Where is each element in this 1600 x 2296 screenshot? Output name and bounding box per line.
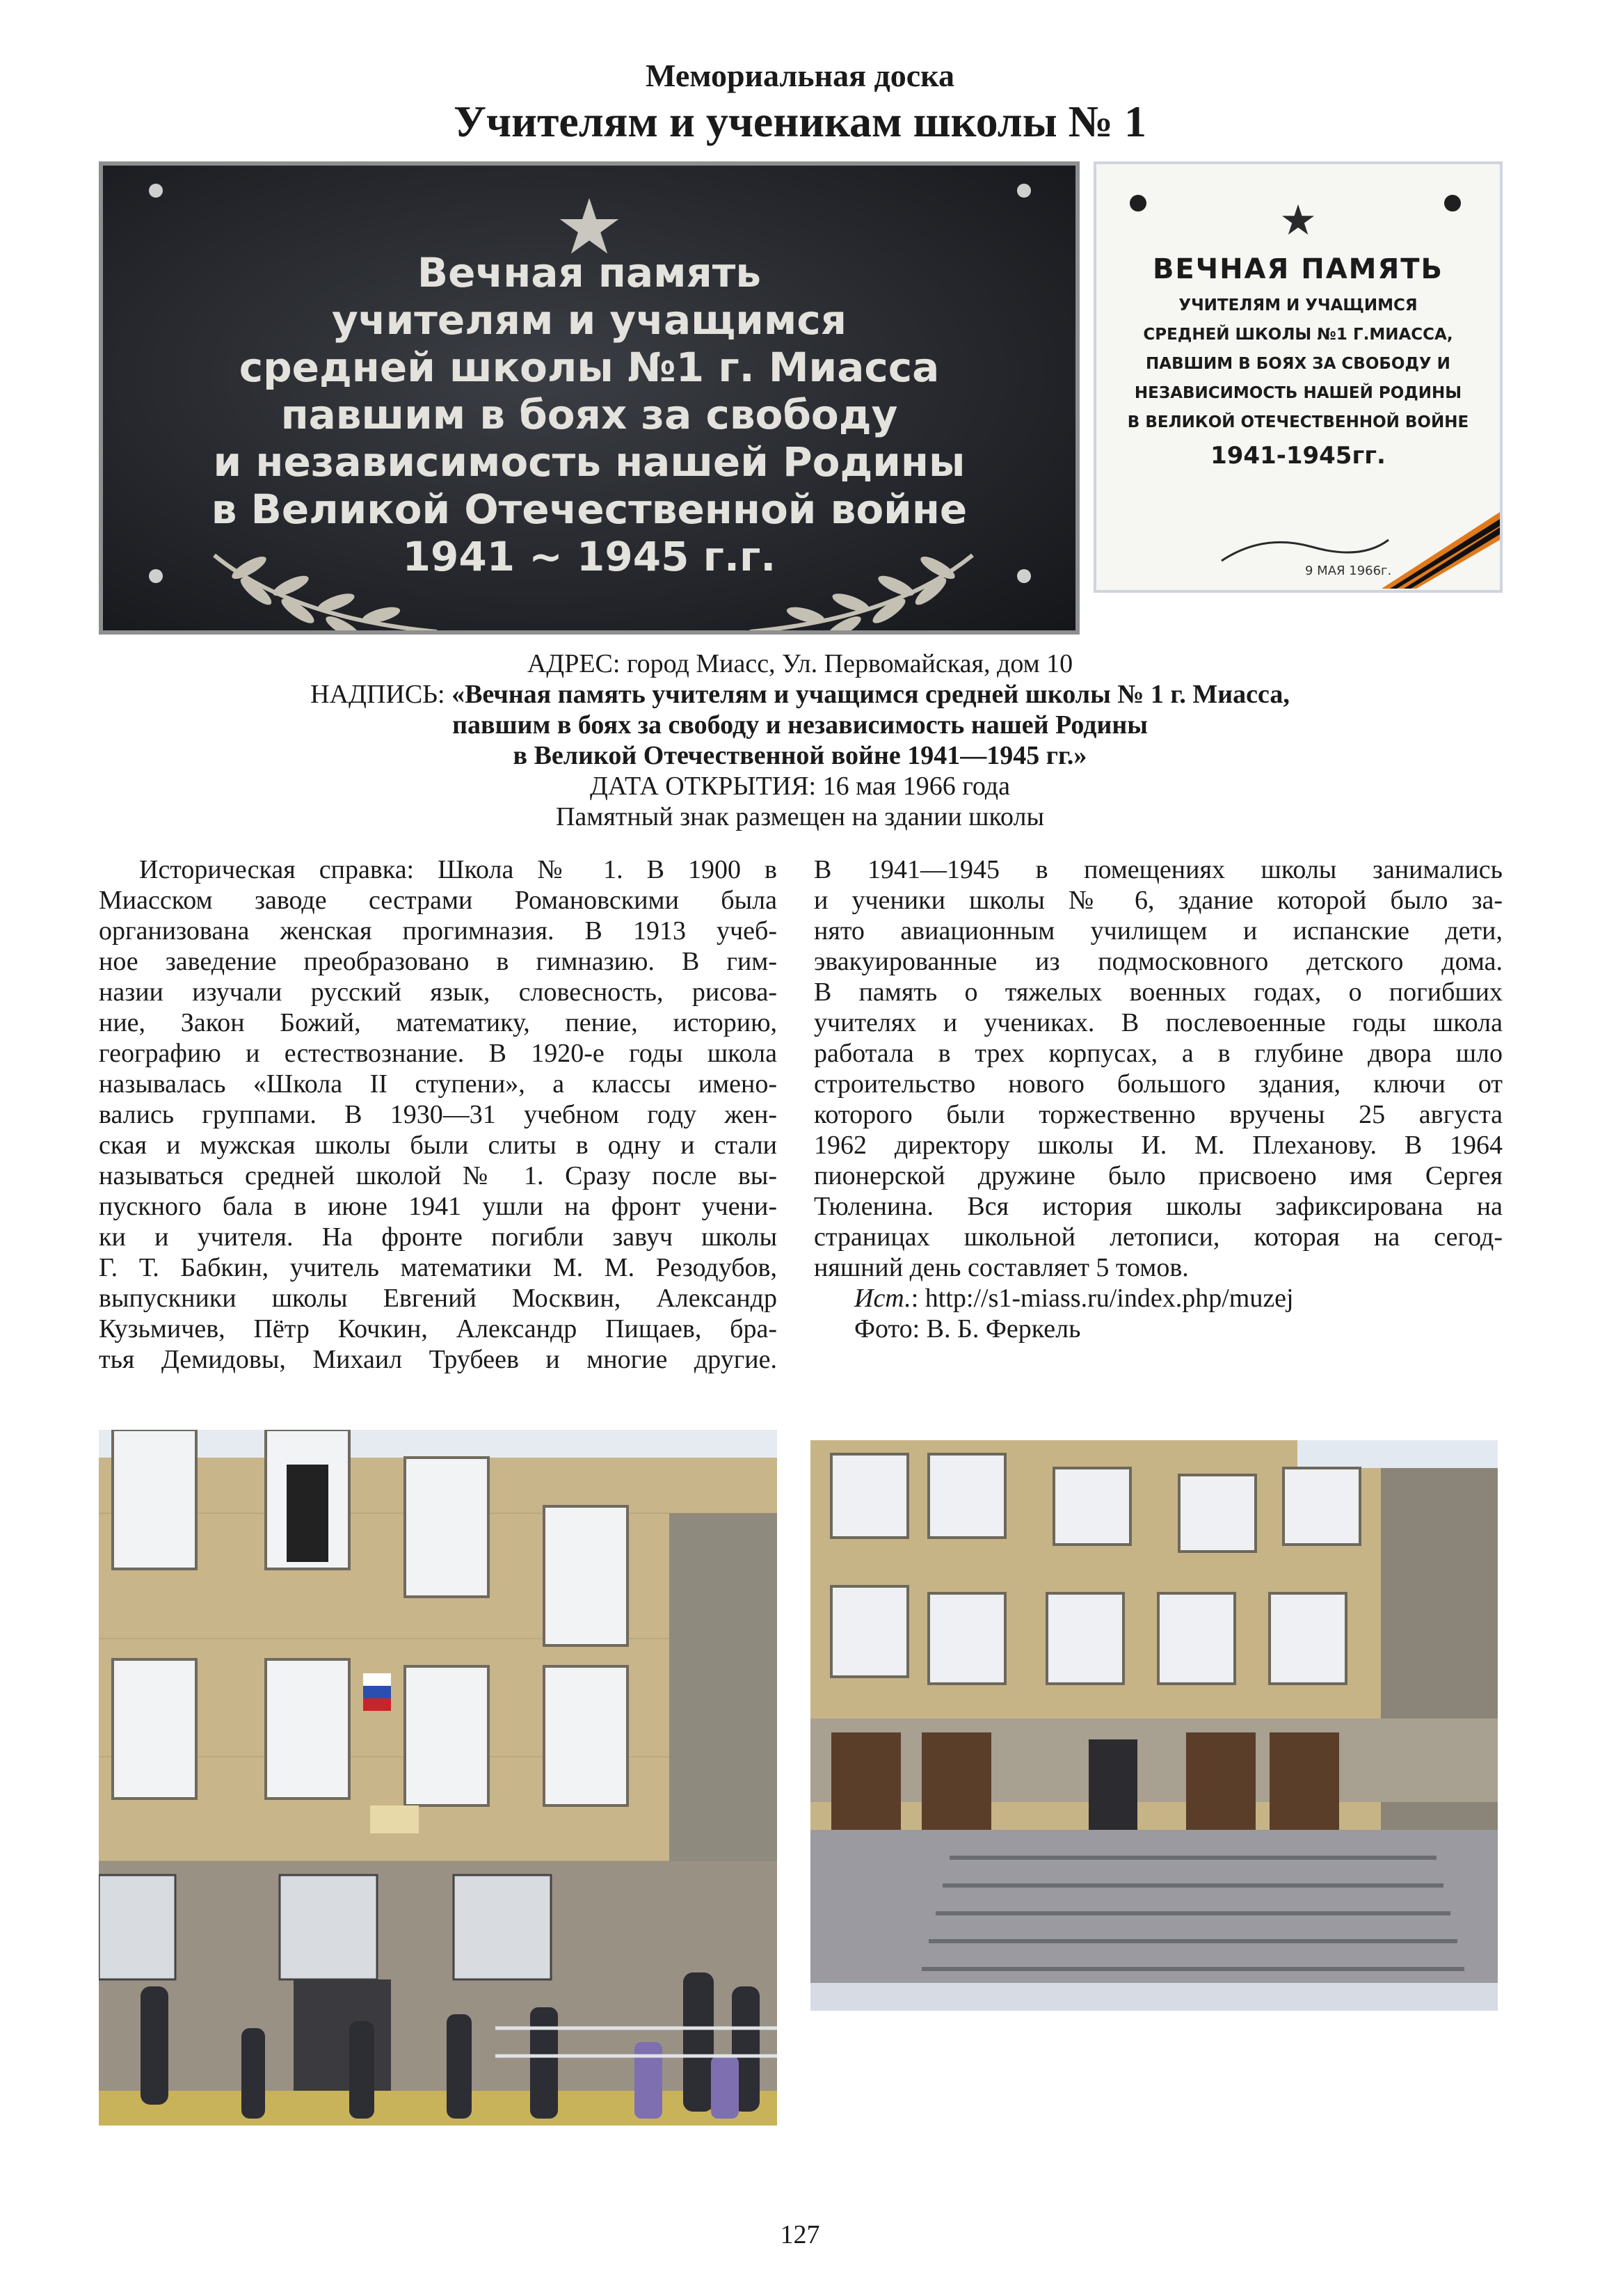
old-plaque-photo <box>1094 161 1503 593</box>
text-line: Миасском заводе сестрами Романовскими была <box>99 886 777 915</box>
photo-credit: Фото: В. Б. Феркель <box>854 1314 1081 1344</box>
text-line: Историческая справка: Школа № 1. В 1900 в <box>139 855 777 884</box>
text-line: и ученики школы № 6, здание которой было за- <box>814 886 1503 915</box>
placement-note: Памятный знак размещен на здании школы <box>555 802 1045 831</box>
text-line: которого были торжественно вручены 25 августа <box>814 1100 1503 1129</box>
text-line: 1962 директору школы И. М. Плеханову. В 1964 <box>814 1131 1503 1160</box>
text-line: назии изучали русский язык, словесность, рисова- <box>99 978 777 1007</box>
source-url[interactable]: : http://s1-miass.ru/index.php/muzej <box>911 1284 1294 1313</box>
plaque-line: павшим в боях за свободу <box>280 391 898 438</box>
text-line: няшний день составляет 5 томов. <box>814 1253 1189 1282</box>
plaque-line: УЧИТЕЛЯМ И УЧАЩИМСЯ <box>1178 296 1418 314</box>
star-icon: ★ <box>554 182 624 271</box>
plaque-line: учителям и учащимся <box>332 296 847 344</box>
plaque-line: Вечная память <box>417 249 762 296</box>
plaque-line: СРЕДНЕЙ ШКОЛЫ №1 Г.МИАССА, <box>1143 326 1453 344</box>
inscription-label: НАДПИСЬ: <box>310 680 452 709</box>
plaque-line: ПАВШИМ В БОЯХ ЗА СВОБОДУ И <box>1146 355 1450 373</box>
plaque-photo <box>99 161 1080 635</box>
text-line: тья Демидовы, Михаил Трубеев и многие другие. <box>99 1345 777 1374</box>
page-title: Учителям и ученикам школы № 1 <box>454 97 1146 146</box>
plaque-line: 1941-1945гг. <box>1210 442 1386 470</box>
inscription-line-2 <box>0 710 1600 740</box>
history-continued-column <box>814 854 1503 1344</box>
school-building-photo-1 <box>99 1430 777 2126</box>
text-line: строительство нового большого здания, ключи от <box>814 1069 1503 1099</box>
text-line: Тюленина. Вся история школы зафиксирована на <box>814 1192 1503 1221</box>
opening-date: ДАТА ОТКРЫТИЯ: 16 мая 1966 года <box>590 772 1010 801</box>
text-line: Кузьмичев, Пётр Кочкин, Александр Пищаев, бра- <box>99 1314 777 1344</box>
plaque-inscription <box>103 249 1075 580</box>
plaque-line: в Великой Отечественной войне <box>211 486 968 533</box>
address: АДРЕС: город Миасс, Ул. Первомайская, дом 10 <box>527 649 1073 678</box>
inscription-text: «Вечная память учителям и учащимся средней школы № 1 г. Миасса, <box>451 680 1290 709</box>
text-line: эвакуированные из подмосковного детского дома. <box>814 947 1503 976</box>
text-line: В 1941—1945 в помещениях школы занимались <box>814 855 1503 884</box>
text-line: ская и мужская школы были слиты в одну и стали <box>99 1131 777 1160</box>
plaque-line: ВЕЧНАЯ ПАМЯТЬ <box>1152 253 1444 285</box>
text-line: учителях и учениках. В послевоенные годы школа <box>814 1008 1503 1037</box>
old-plaque-inscription <box>1096 248 1500 475</box>
source-line <box>814 1283 1503 1314</box>
source-label: Ист. <box>854 1284 911 1313</box>
plaque-line: В ВЕЛИКОЙ ОТЕЧЕСТВЕННОЙ ВОЙНЕ <box>1127 413 1469 431</box>
text-line: организована женская прогимназия. В 1913 учеб- <box>99 916 777 946</box>
inscription-text: в Великой Отечественной войне 1941—1945 гг.» <box>513 741 1087 770</box>
star-icon: ★ <box>1279 196 1317 245</box>
text-line: географию и естествознание. В 1920-е годы школа <box>99 1039 777 1068</box>
text-line: ки и учителя. На фронте погибли завуч школы <box>99 1222 777 1252</box>
text-line: Г. Т. Бабкин, учитель математики М. М. Резодубов, <box>99 1253 777 1282</box>
plaque-line: и независимость нашей Родины <box>213 438 966 486</box>
inscription-text: павшим в боях за свободу и независимость нашей Родины <box>452 710 1148 740</box>
text-line: называлась «Школа II ступени», а классы имено- <box>99 1069 777 1099</box>
text-line: нято авиационным училищем и испанские дети, <box>814 916 1503 946</box>
text-line: вались группами. В 1930—31 учебном году жен- <box>99 1100 777 1129</box>
inscription-line-3 <box>0 740 1600 771</box>
plaque-line: средней школы №1 г. Миасса <box>239 344 940 391</box>
text-line: пускного бала в июне 1941 ушли на фронт учени- <box>99 1192 777 1221</box>
info-block <box>0 648 1600 832</box>
school-building-photo-2 <box>810 1440 1498 2011</box>
plaque-date: 9 МАЯ 1966г. <box>1305 564 1392 578</box>
plaque-line: 1941 ~ 1945 г.г. <box>402 533 776 580</box>
text-line: ние, Закон Божий, математику, пение, историю, <box>99 1008 777 1037</box>
historical-note-column <box>99 854 777 1375</box>
text-line: работала в трех корпусах, а в глубине двора шло <box>814 1039 1503 1068</box>
text-line: ное заведение преобразовано в гимназию. В гим- <box>99 947 777 976</box>
text-line: пионерской дружине было присвоено имя Сергея <box>814 1161 1503 1190</box>
supertitle: Мемориальная доска <box>646 58 954 93</box>
text-line: страницах школьной летописи, которая на сегод- <box>814 1222 1503 1252</box>
text-line: выпускники школы Евгений Москвин, Александр <box>99 1284 777 1313</box>
inscription-line-1 <box>0 679 1600 710</box>
plaque-line: НЕЗАВИСИМОСТЬ НАШЕЙ РОДИНЫ <box>1134 384 1462 402</box>
text-line: В память о тяжелых военных годах, о погибших <box>814 978 1503 1007</box>
text-line: называться средней школой № 1. Сразу после вы- <box>99 1161 777 1190</box>
page-number: 127 <box>780 2220 820 2249</box>
